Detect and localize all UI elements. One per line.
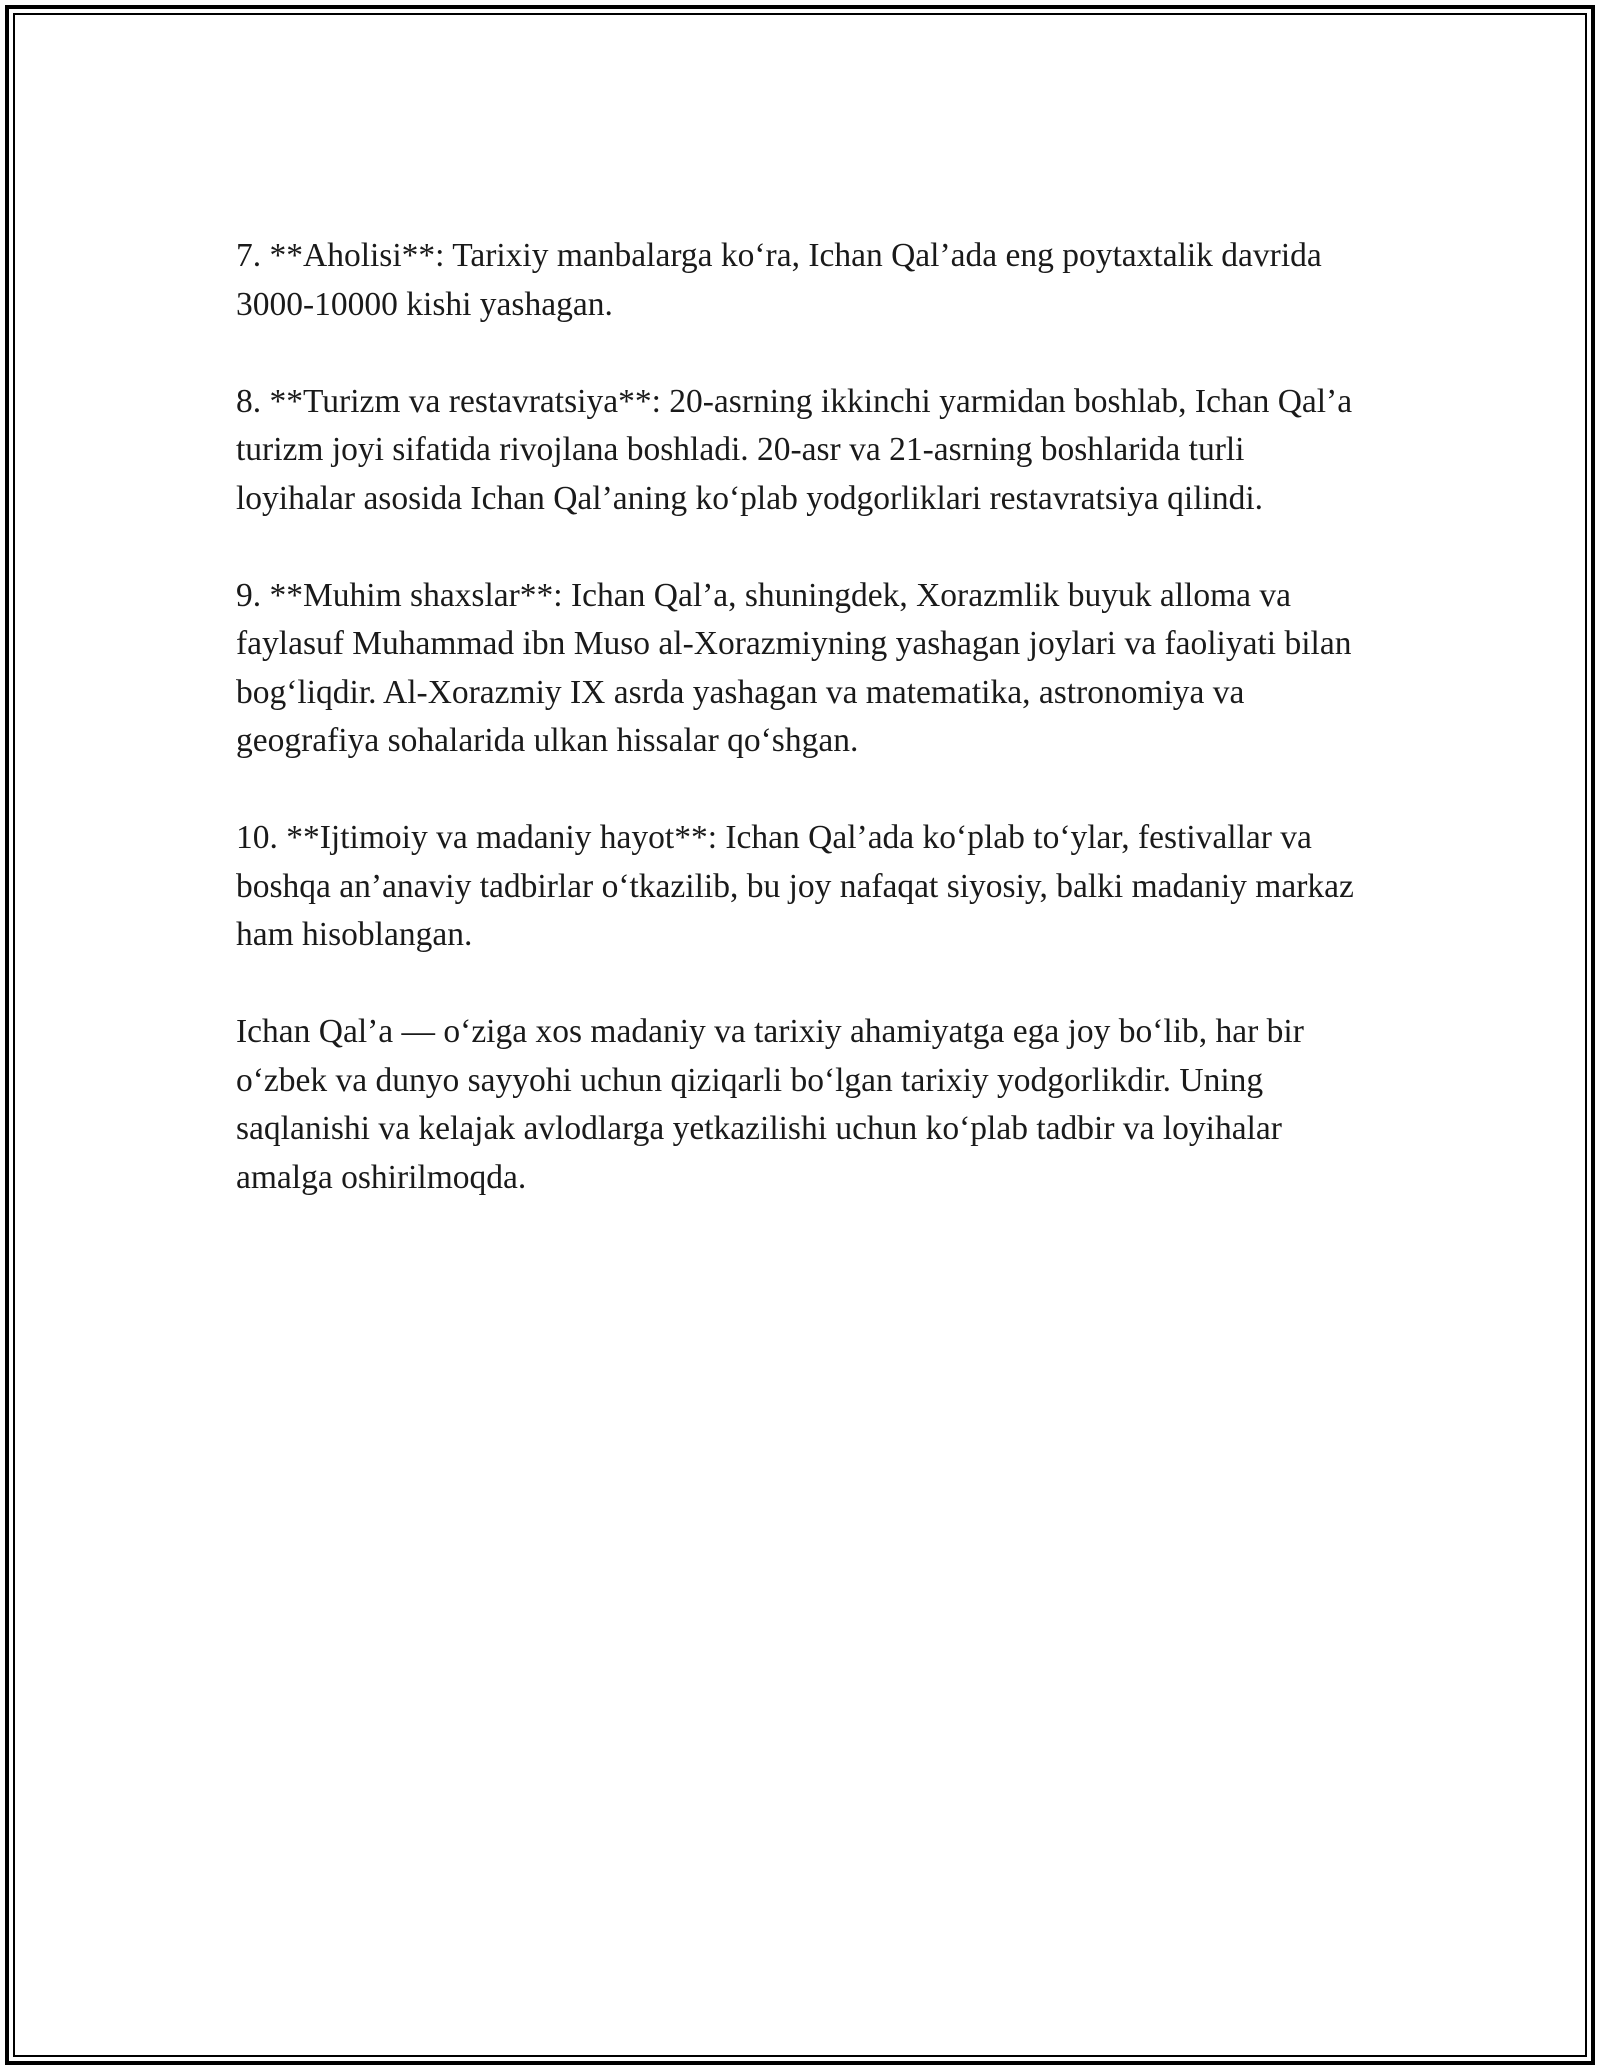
paragraph-population: 7. **Aholisi**: Tarixiy manbalarga ko‘ra, Ichan Qal’ada eng poytaxtalik davrida 3000-10000 kishi yashagan.: [236, 237, 1322, 323]
paragraph-notable-people: 9. **Muhim shaxslar**: Ichan Qal’a, shuningdek, Xorazmlik buyuk alloma va faylasuf Muhammad ibn Muso al-Xorazmiyning yashagan joylari va faoliyati bilan bog‘liqdir. Al-Xorazmiy IX asrda yashagan va matematika, astronomiya va geografiya sohalarida ulkan hissalar qo‘shgan.: [236, 576, 1352, 759]
paragraph-conclusion: Ichan Qal’a — o‘ziga xos madaniy va tarixiy ahamiyatga ega joy bo‘lib, har bir o‘zbek va dunyo sayyohi uchun qiziqarli bo‘lgan tarixiy yodgorlikdir. Uning saqlanishi va kelajak avlodlarga yetkazilishi uchun ko‘plab tadbir va loyihalar amalga oshirilmoqda.: [236, 1013, 1304, 1196]
paragraph-social-cultural-life: 10. **Ijtimoiy va madaniy hayot**: Ichan Qal’ada ko‘plab to‘ylar, festivallar va boshqa an’anaviy tadbirlar o‘tkazilib, bu joy nafaqat siyosiy, balki madaniy markaz ham hisoblangan.: [236, 819, 1354, 953]
paragraph-tourism-restoration: 8. **Turizm va restavratsiya**: 20-asrning ikkinchi yarmidan boshlab, Ichan Qal’a turizm joyi sifatida rivojlana boshladi. 20-asr va 21-asrning boshlarida turli loyihalar asosida Ichan Qal’aning ko‘plab yodgorliklari restavratsiya qilindi.: [236, 382, 1353, 517]
document-body: [236, 232, 1366, 1251]
